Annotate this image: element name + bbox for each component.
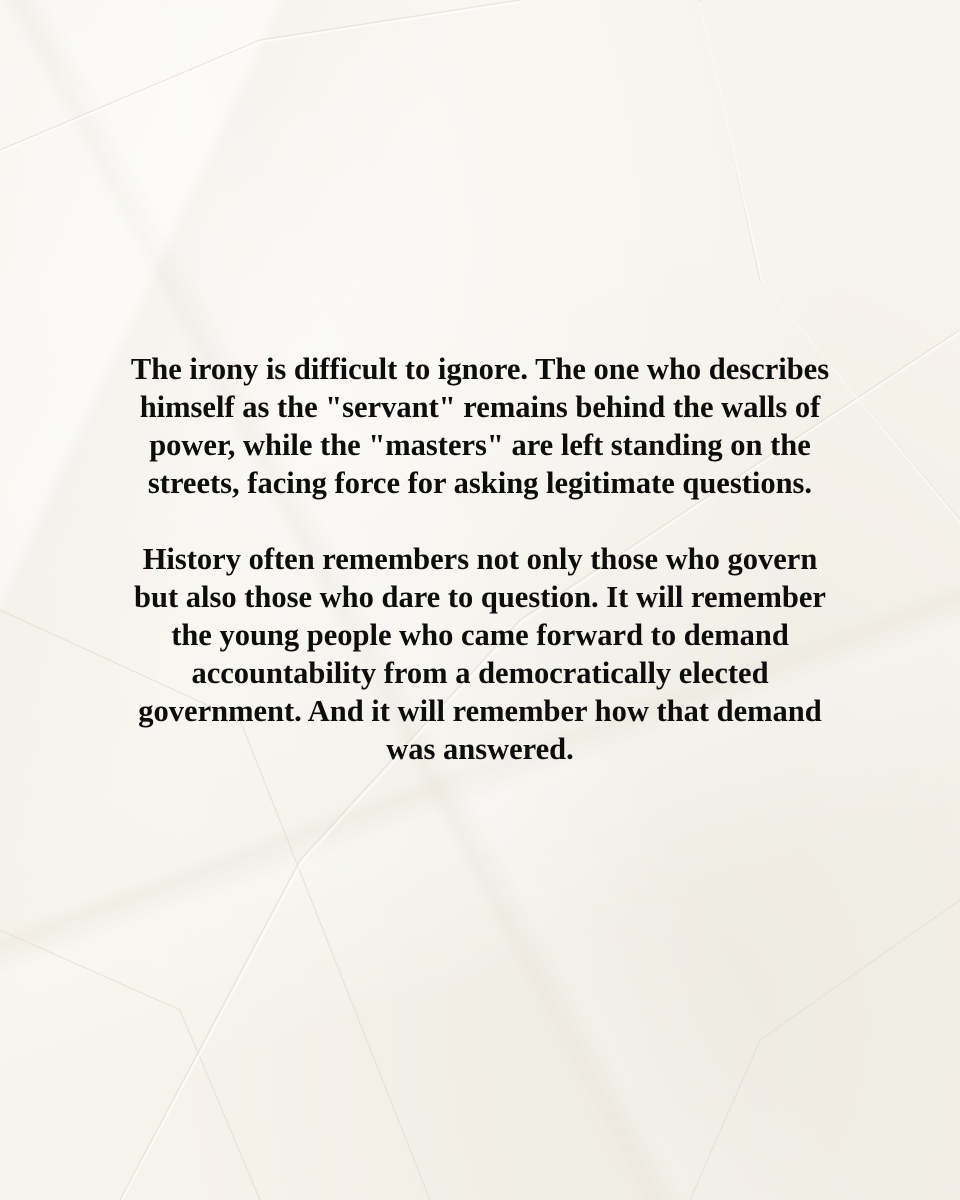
text-line: History often remembers not only those who govern bbox=[142, 542, 818, 576]
text-line: accountability from a democratically elected bbox=[191, 656, 769, 690]
text-line: The irony is difficult to ignore. The one who describes bbox=[130, 352, 830, 386]
text-line: streets, facing force for asking legitimate questions. bbox=[147, 466, 813, 500]
text-line: but also those who dare to question. It will remember bbox=[134, 580, 826, 614]
text-line: was answered. bbox=[386, 732, 574, 766]
text-line: government. And it will remember how that demand bbox=[138, 694, 822, 728]
text-line: the young people who came forward to demand bbox=[171, 618, 789, 652]
paragraph-history bbox=[60, 540, 900, 768]
paragraph-irony bbox=[60, 350, 900, 502]
text-line: power, while the "masters" are left standing on the bbox=[149, 428, 811, 462]
document-text bbox=[60, 350, 900, 768]
text-line: himself as the "servant" remains behind the walls of bbox=[139, 390, 821, 424]
